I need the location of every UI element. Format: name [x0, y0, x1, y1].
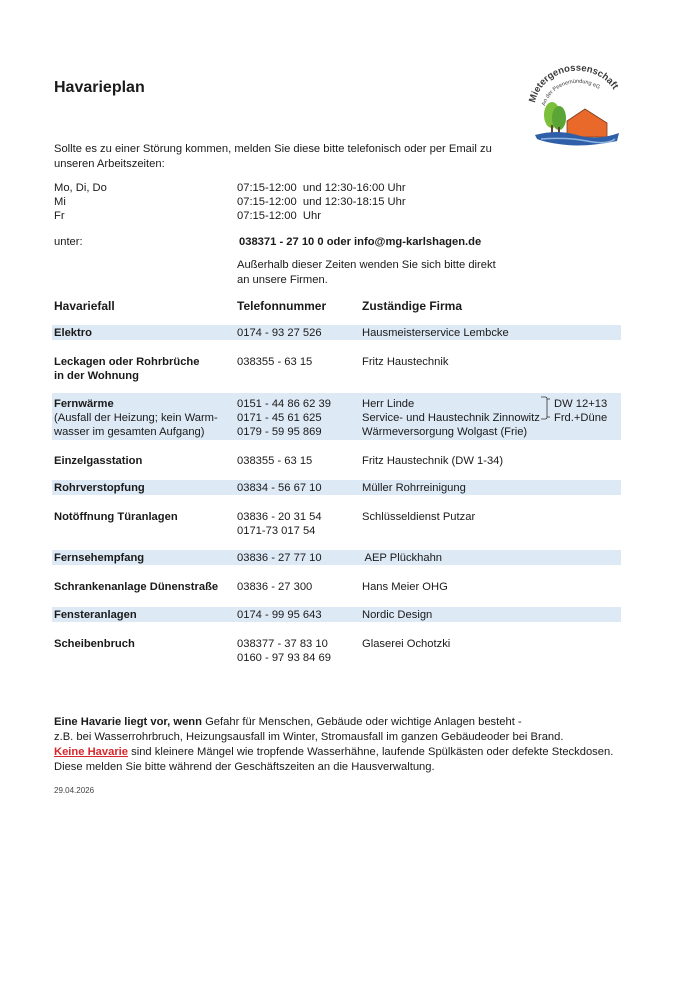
- table-row-phone[interactable]: 038377 - 37 83 10: [237, 638, 328, 650]
- table-row-case-sub: wasser im gesamten Aufgang): [54, 426, 205, 438]
- hours-time: 07:15-12:00 und 12:30-16:00 Uhr: [237, 182, 406, 194]
- table-row-phone[interactable]: 0160 - 97 93 84 69: [237, 652, 331, 664]
- document-date: 29.04.2026: [54, 786, 95, 795]
- havarie-definition: [54, 715, 614, 775]
- table-row-note: DW 12+13: [554, 398, 608, 410]
- table-row-phone[interactable]: 03834 - 56 67 10: [237, 482, 322, 494]
- definition-line3: sind kleinere Mängel wie tropfende Wasserhähne, laufende Spülkästen oder defekte Steckdosen. Diese melden Sie bitte während der Geschäftszeiten an die Hausverwaltung.: [54, 746, 614, 773]
- table-row-case-line2: in der Wohnung: [54, 370, 139, 382]
- definition-line2: z.B. bei Wasserrohrbruch, Heizungsausfall im Winter, Stromausfall im ganzen Gebäudeoder bei Brand.: [54, 731, 564, 743]
- contact-label: unter:: [54, 236, 83, 248]
- table-row-case: Rohrverstopfung: [54, 482, 145, 494]
- table-row-phone[interactable]: 03836 - 27 300: [237, 581, 313, 593]
- table-row-firm: Fritz Haustechnik: [362, 356, 449, 368]
- table-row-note: Frd.+Düne: [554, 412, 608, 424]
- table-row-case: Fensteranlagen: [54, 609, 137, 621]
- table-row-phone[interactable]: 03836 - 20 31 54: [237, 511, 322, 523]
- hours-time: 07:15-12:00 Uhr: [237, 210, 321, 222]
- outside-hours-note: Außerhalb dieser Zeiten wenden Sie sich bitte direkt an unsere Firmen.: [237, 259, 496, 286]
- table-row-firm: Hausmeisterservice Lembcke: [362, 327, 509, 339]
- logo-text-top: Mietergenossenschaft: [527, 63, 621, 104]
- table-row-firm: Hans Meier OHG: [362, 581, 448, 593]
- table-row-case: Fernsehempfang: [54, 552, 145, 564]
- table-row-firm: Herr Linde: [362, 398, 415, 410]
- definition-lead: Eine Havarie liegt vor, wenn: [54, 716, 202, 728]
- table-row-firm: Fritz Haustechnik (DW 1-34): [362, 455, 504, 467]
- intro-text: Sollte es zu einer Störung kommen, melden Sie diese bitte telefonisch oder per Email zu unseren Arbeitszeiten:: [54, 143, 492, 170]
- table-row-case: Leckagen oder Rohrbrüche: [54, 356, 200, 368]
- bracket-icon: [541, 396, 550, 420]
- table-row-case: Scheibenbruch: [54, 638, 135, 650]
- header-case: Havariefall: [54, 299, 115, 313]
- keine-havarie-link[interactable]: Keine Havarie: [54, 746, 129, 758]
- table-row-phone[interactable]: 0174 - 93 27 526: [237, 327, 322, 339]
- definition-line1: Gefahr für Menschen, Gebäude oder wichtige Anlagen besteht -: [201, 716, 522, 728]
- table-row-firm: Wärmeversorgung Wolgast (Frie): [362, 426, 528, 438]
- row-highlight: [52, 325, 621, 340]
- table-row-firm: Schlüsseldienst Putzar: [362, 511, 476, 523]
- table-row-firm: AEP Plückhahn: [362, 552, 443, 564]
- table-row-phone[interactable]: 0179 - 59 95 869: [237, 426, 322, 438]
- table-row-phone[interactable]: 0171 - 45 61 625: [237, 412, 322, 424]
- hours-days: Fr: [54, 210, 65, 222]
- table-row-phone[interactable]: 03836 - 27 77 10: [237, 552, 322, 564]
- table-row-firm: Service- und Haustechnik Zinnowitz: [362, 412, 540, 424]
- table-row-firm: Müller Rohrreinigung: [362, 482, 466, 494]
- mietergenossenschaft-logo: [527, 63, 625, 148]
- table-row-case: Elektro: [54, 327, 92, 339]
- table-row-case: Notöffnung Türanlagen: [54, 511, 178, 523]
- table-row-firm: Nordic Design: [362, 609, 433, 621]
- page-title: Havarieplan: [54, 79, 145, 96]
- table-row-firm: Glaserei Ochotzki: [362, 638, 451, 650]
- table-row-phone[interactable]: 038355 - 63 15: [237, 356, 313, 368]
- logo-text-bottom: An der Peenemündung eG: [541, 78, 602, 107]
- hours-days: Mi: [54, 196, 66, 208]
- header-phone: Telefonnummer: [237, 299, 327, 313]
- row-highlight: [52, 607, 621, 622]
- tree-icon: [544, 102, 566, 135]
- hours-time: 07:15-12:00 und 12:30-18:15 Uhr: [237, 196, 406, 208]
- table-row-case: Fernwärme: [54, 398, 114, 410]
- contact-value[interactable]: 038371 - 27 10 0 oder info@mg-karlshagen.de: [239, 236, 482, 248]
- table-row-phone[interactable]: 038355 - 63 15: [237, 455, 313, 467]
- table-row-phone[interactable]: 0174 - 99 95 643: [237, 609, 322, 621]
- header-firm: Zuständige Firma: [362, 299, 463, 313]
- table-row-case: Schrankenanlage Dünenstraße: [54, 581, 219, 593]
- table-row-phone[interactable]: 0151 - 44 86 62 39: [237, 398, 331, 410]
- table-row-phone[interactable]: 0171-73 017 54: [237, 525, 316, 537]
- house-icon: [567, 109, 607, 137]
- table-row-case-sub: (Ausfall der Heizung; kein Warm-: [54, 412, 218, 424]
- table-row-case: Einzelgasstation: [54, 455, 143, 467]
- hours-days: Mo, Di, Do: [54, 182, 107, 194]
